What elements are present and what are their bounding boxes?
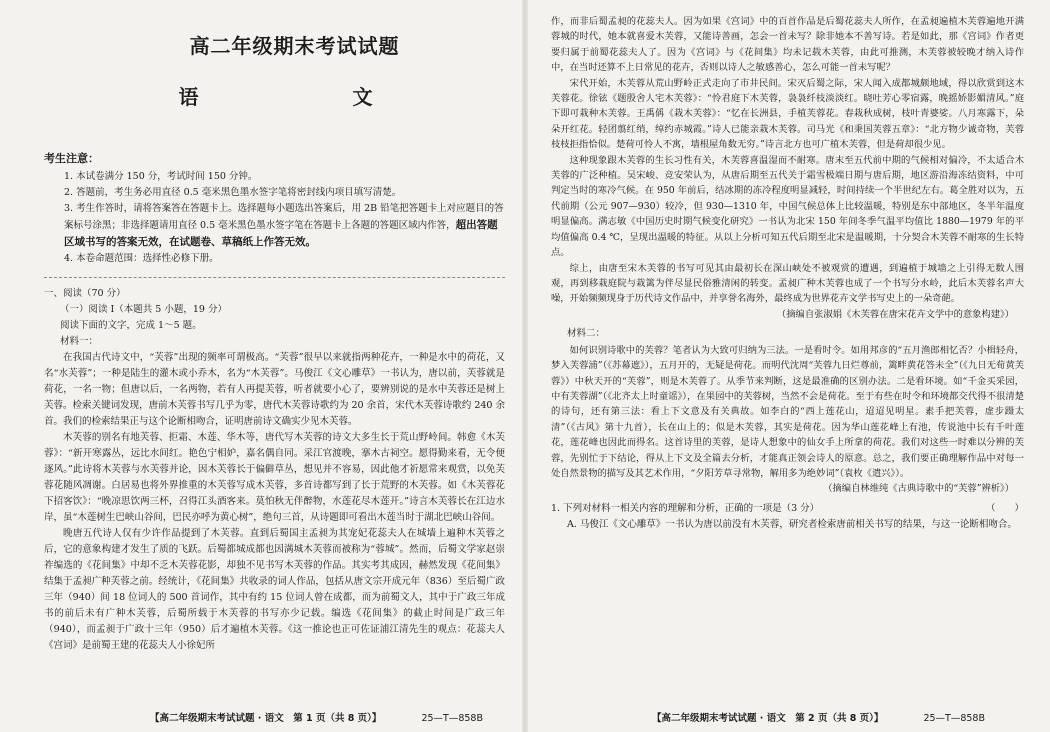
notice-heading: 考生注意： (44, 152, 99, 165)
footer-label: 【高二年级期末考试试题 · 语文 第 1 页（共 8 页）】 (150, 713, 382, 724)
paragraph: 宋代开始，木芙蓉从荒山野岭正式走向了市井民间。宋灭后蜀之际，宋人闻入成都城颇地域，得以欣赏到这木芙蓉花。徐铉《题殷舍人宅木芙蓉》：“怜君庭下木芙蓉，袅袅纤枝淡淡红。晓吐芳心零宿露，晚摇娇影媚清风。”庭下即可栽种木芙蓉。王禹偁《栽木芙蓉》：“忆在长洲县，手植芙蓉花。春栽秋成树，枝叶青婆娑。八月寒露下，朵朵开红花。轻团翦红绡，绰约赤城霞。”诗人已能亲栽木芙蓉。司马光《和秉国芙蓉五章》：“北方物少诚奇物，芙蓉枝枝拒指恰似。楚荷可怜人不寓，墙根屋角数无穷。”诗言北方也可广植木芙蓉，但是荷却很少见。 (551, 77, 1024, 151)
paragraph: 如何识别诗歌中的芙蓉？笔者认为大致可归纳为三法。一是看时令。如用邦彦的“五月渔郎相忆否？小楫轻舟，梦入芙蓉浦”（《苏幕遮》），五月开的，无疑是荷花。而明代沈周“芙蓉九日烂尊前，篱畔黄花答未全”（《九日无荀黄芙蓉》）中秋天开的“芙蓉”，则是木芙蓉了。从季节来判断，这是最准确的区别办法。二是看环境。如“千金买采园，中有芙蓉湖”（《北齐太上时童谣》），在果园中的芙蓉树，当然不会是荷花。至于有些在时令和环境都交代得不很清楚的诗句，还有第三法：看上下文意及有关典故。如李白的“西上莲花山，迢迢见明星。素手把芙蓉，虚步蹑太清”（《古风》第十九首），长在山上的；似是木芙蓉，其实是荷花。因为华山莲花峰上有池，传说池中长有千叶莲花，莲花峰也因此而得名。这首诗里的芙蓉，是诗人想象中的仙女手上所拿的荷花。我们对这些一时难以分辨的芙蓉，先别忙于下结论，得从上下文及全篇去分析，才能真正领会诗人的原意。总之，我们要正确理解作品中对每一处自然景物的描写及其艺术作用，“夕阳芳草寻常物，解用多为绝妙词”（袁枚《遣兴》）。 (551, 344, 1024, 479)
paragraph: 综上，由唐至宋木芙蓉的书写可见其由最初长在深山峡处不被观赏的遭遇，到遍植于城墙之上引得无数人围观，再到移栽庭院与栽篱为伴尽显民俗雅清闲的转变。孟昶广种木芙蓉也成了一个书写分水岭，此后木芙蓉名声大噪，开始频频现身于历代诗文作品中，并享誉名海外，最终成为世界花卉文学书写史上的一朵奇葩。 (551, 262, 1024, 305)
subsection-heading: （一）阅读 I（本题共 5 小题，19 分） (60, 304, 227, 315)
paragraph: 木芙蓉的别名有地芙蓉、拒霜、木莲、华木等，唐代写木芙蓉的诗文大多生长于荒山野岭间。韩愈《木芙蓉》：“新开寒露丛，远比水间红。艳色宁相妒，嘉名偶自同。采江官渡晚，搴木古祠空。愿得勤来看，无令便逐风。”此诗将木芙蓉与水芙蓉并论，因木芙蓉长于偏僻草丛，想见并不容易，因此他才祈愿常来观赏，以免芙蓉花随风凋谢。白居易也将外界推重的木芙蓉写成木芙蓉，多首诗都写到了长于荒野的木芙蓉。如《木芙蓉花下招客饮》：“晚凉思饮两三杯，召得江头酒客来。莫怕秋无伴醉物，水莲花尽木莲开。”诗言木芙蓉长在江边水岸，虽“木莲树生巴峡山谷间，巴民亦呼为黄心树”，绝句三首，从诗题即可看出木莲当时于湖北巴峡山谷间。 (44, 432, 505, 523)
paragraph: 这种现象跟木芙蓉的生长习性有关，木芙蓉喜温湿而不耐寒。唐末至五代前中期的气候相对偏冷，不太适合木芙蓉的广泛种植。吴宋峻、竞安荣认为，从唐后期至五代关于霜雪极端日期与唐后期，地区游沿海冻结资料，中可判定当时的寒冷气候。在 950 年前后，结冰期的冻冷程度明显减轻，时间持续一个半世纪左右。葛全胜对以为，五代前期（公元 907—930）较冷，但 930—1310 年，中国气候总体上比较温暖，特别是东中部地区，冬半年温度明显偏高。满志敏《中国历史时期气候变化研究》一书认为北宋 150 年间冬季气温平均值比 1880—1979 年的平均值偏高 0.4 ℃，呈现出温暖的特征。从以上分析可知五代后期至北宋是温暖期，十分契合木芙蓉不耐寒的生长特点。 (551, 154, 1024, 259)
section-heading: 一、阅读（70 分） (44, 288, 126, 299)
question-1-stem: 1. 下列对材料一相关内容的理解和分析，正确的一项是（3 分） (551, 503, 820, 515)
paragraph: 晚唐五代诗人仅有少许作品提到了木芙蓉。直到后蜀国主孟昶为其宠妃花蕊夫人在城墙上遍种木芙蓉之后，它的意象构建才发生了质的飞跃。后蜀都城成都也因满城木芙蓉而被称为“蓉城”。然而，后蜀文学家赵崇祚编选的《花间集》中却不乏木芙蓉花影，却独不见书写木芙蓉的作品。其实考其成因，赫然发现《花间集》结集于孟昶广种芙蓉之前。经统计，《花间集》共收录的词人作品，包括从唐文宗开成元年（836）至后蜀广政三年（940）间 18 位词人的 500 首词作，其中有约 15 位词人曾在成都，而为前蜀文人，其中于广政三年成书的前后未有广种木芙蓉，后蜀所载于木芙蓉的书写亦少记载。编选《花间集》的截止时间是广政三年（940），而孟昶于广政十三年（950）后才遍植木芙蓉。《这一推论也正可佐证浦江清先生的观点：花蕊夫人《宫词》是前蜀王建的花蕊夫人小徐妃所 (44, 528, 505, 651)
source-citation-1: （摘编自张淑娟《木芙蓉在唐宋花卉文学中的意象构建》） (776, 308, 1014, 320)
footer-code: 25—T—858B (421, 713, 483, 724)
page-footer (150, 710, 483, 724)
notice-item-1: 1. 本试卷满分 150 分，考试时间 150 分钟。 (64, 171, 258, 182)
divider (44, 277, 505, 278)
page-2 (525, 0, 1050, 732)
exam-title: 高二年级期末考试试题 (189, 34, 400, 58)
material-1-label: 材料一： (60, 336, 99, 347)
source-citation-2: （摘编自林维纯《古典诗歌中的“芙蓉”辨析》） (823, 483, 1014, 495)
paragraph: 作，而非后蜀孟昶的花蕊夫人。因为如果《宫词》中的百首作品是后蜀花蕊夫人所作，在孟昶遍植木芙蓉遍地开满蓉城的时代，她本就喜爱木芙蓉，又能诗善画，怎会一首未写？除非她本不善写诗。若是如此，那《宫词》作者更要归属于前蜀花蕊夫人了。因为《宫词》与《花间集》均未记载木芙蓉，由此可推测，木芙蓉被较晚才纳入诗作中，在当时还算不上日常见的花卉，否则以诗人之敏感善心，怎么可能一首未写呢？ (551, 16, 1024, 74)
notice-item-3 (44, 201, 505, 251)
notice-emphasis: 超出答题区域书写的答案无效，在试题卷、草稿纸上作答无效。 (64, 219, 498, 248)
instruction: 阅读下面的文字，完成 1～5 题。 (60, 320, 202, 331)
option-a: A. 马俊江《文心雕草》一书认为唐以前没有木芙蓉，研究者检索唐前相关书写的结果，与这一论断相吻合。 (567, 519, 1017, 531)
footer-code: 25—T—858B (923, 713, 985, 724)
footer-label: 【高二年级期末考试试题 · 语文 第 2 页（共 8 页）】 (652, 713, 884, 724)
notice-item-3-text: 3. 考生作答时，请将答案答在答题卡上。选择题每小题选出答案后，用 2B 铅笔把答题卡上对应题目的答案标号涂黑；非选择题请用直径 0.5 毫米黑色墨水签字笔在答题卡上各题的答题区域内作答， (64, 203, 504, 231)
paragraph: 在我国古代诗文中，“芙蓉”出现的频率可谓极高。“芙蓉”很早以来就指两种花卉，一种是水中的荷花，又名“水芙蓉”；一种是陆生的灌木或小乔木，名为“木芙蓉”。马俊江《文心雕草》一书认为，唐以前，芙蓉就是荷花，一名一物；但唐以后，一名两物，若有人再提芙蓉，听者就要小心了，要辨别说的是水中芙蓉还是树上芙蓉。检索关键词发现，唐前木芙蓉书写几乎为零，唐代木芙蓉诗歌约为 20 余首，宋代木芙蓉诗歌约 240 余首。我们的检索结果正与这个论断相吻合，证明唐前诗文确实少见木芙蓉。 (44, 352, 505, 427)
subject-title: 语 文 (178, 85, 411, 109)
page-footer (652, 710, 985, 724)
notice-item-2: 2. 答题前，考生务必用直径 0.5 毫米黑色墨水签字笔将密封线内项目填写清楚。 (64, 187, 402, 198)
question-1 (551, 501, 1024, 517)
notice-item-4: 4. 本卷命题范围：选择性必修下册。 (64, 253, 219, 264)
answer-bracket: （ ） (985, 503, 1024, 515)
material-2-label: 材料二： (567, 327, 606, 339)
